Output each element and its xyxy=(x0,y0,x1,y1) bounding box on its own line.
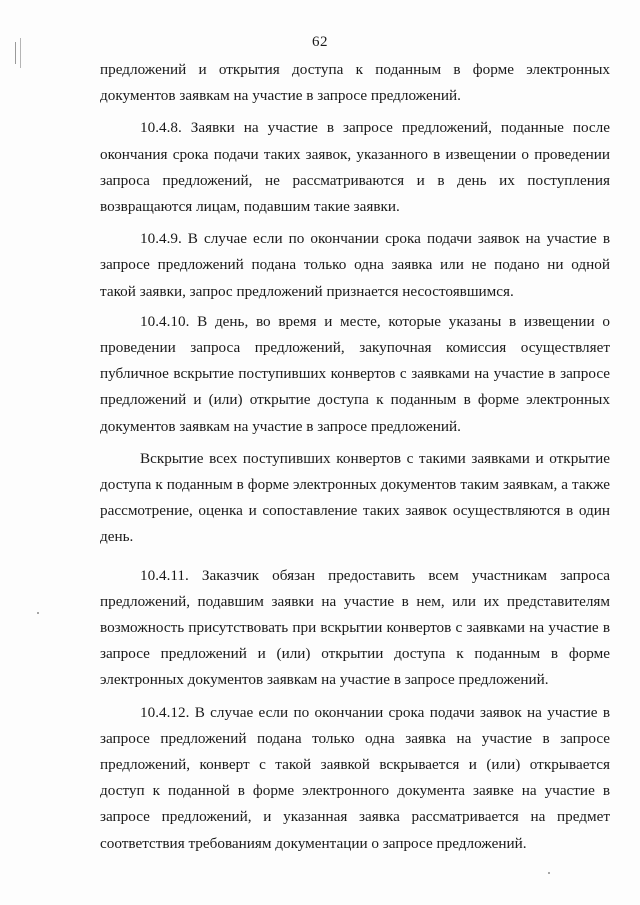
paragraph-10-4-8: 10.4.8. Заявки на участие в запросе предложений, поданные после окончания срока подачи таких заявок, указанного в извещении о проведении запроса предложений, не рассматриваются и в день их поступления возвращаются лицам, подавшим такие заявки. xyxy=(100,119,610,216)
paragraph-continuation: предложений и открытия доступа к поданным в форме электронных документов заявкам на участие в запросе предложений. xyxy=(100,61,610,105)
paragraph-10-4-10: 10.4.10. В день, во время и месте, которые указаны в извещении о проведении запроса предложений, закупочная комиссия осуществляет публичное вскрытие поступивших конвертов с заявками на участие в запросе предложений и (или) открытие доступа к поданным в форме электронных документов заявкам на участие в запросе предложений. xyxy=(100,312,610,435)
scan-speck xyxy=(548,872,550,874)
document-body xyxy=(100,57,610,857)
scan-speck xyxy=(37,612,39,614)
paragraph-10-4-12: 10.4.12. В случае если по окончании срока подачи заявок на участие в запросе предложений подана только одна заявка на участие в запросе предложений, конверт с такой заявкой вскрывается и (или) открывается доступ к поданной в форме электронного документа заявке на участие в запросе предложений, и указанная заявка рассматривается на предмет соответствия требованиям документации о запросе предложений. xyxy=(100,703,610,852)
paragraph-opening-procedure: Вскрытие всех поступивших конвертов с такими заявками и открытие доступа к поданным в форме электронных документов таким заявкам, а также рассмотрение, оценка и сопоставление таких заявок осуществляются в один день. xyxy=(100,449,610,546)
paragraph-10-4-9: 10.4.9. В случае если по окончании срока подачи заявок на участие в запросе предложений подана только одна заявка или не подано ни одной такой заявки, запрос предложений признается несостоявшимся. xyxy=(100,230,610,300)
paragraph-10-4-11: 10.4.11. Заказчик обязан предоставить всем участникам запроса предложений, подавшим заявки на участие в нем, или их представителям возможность присутствовать при вскрытии конвертов с заявками на участие в запросе предложений и (или) открытии доступа к поданным в форме электронных документов заявкам на участие в запросе предложений. xyxy=(100,566,610,689)
page-number: 62 xyxy=(312,34,328,50)
